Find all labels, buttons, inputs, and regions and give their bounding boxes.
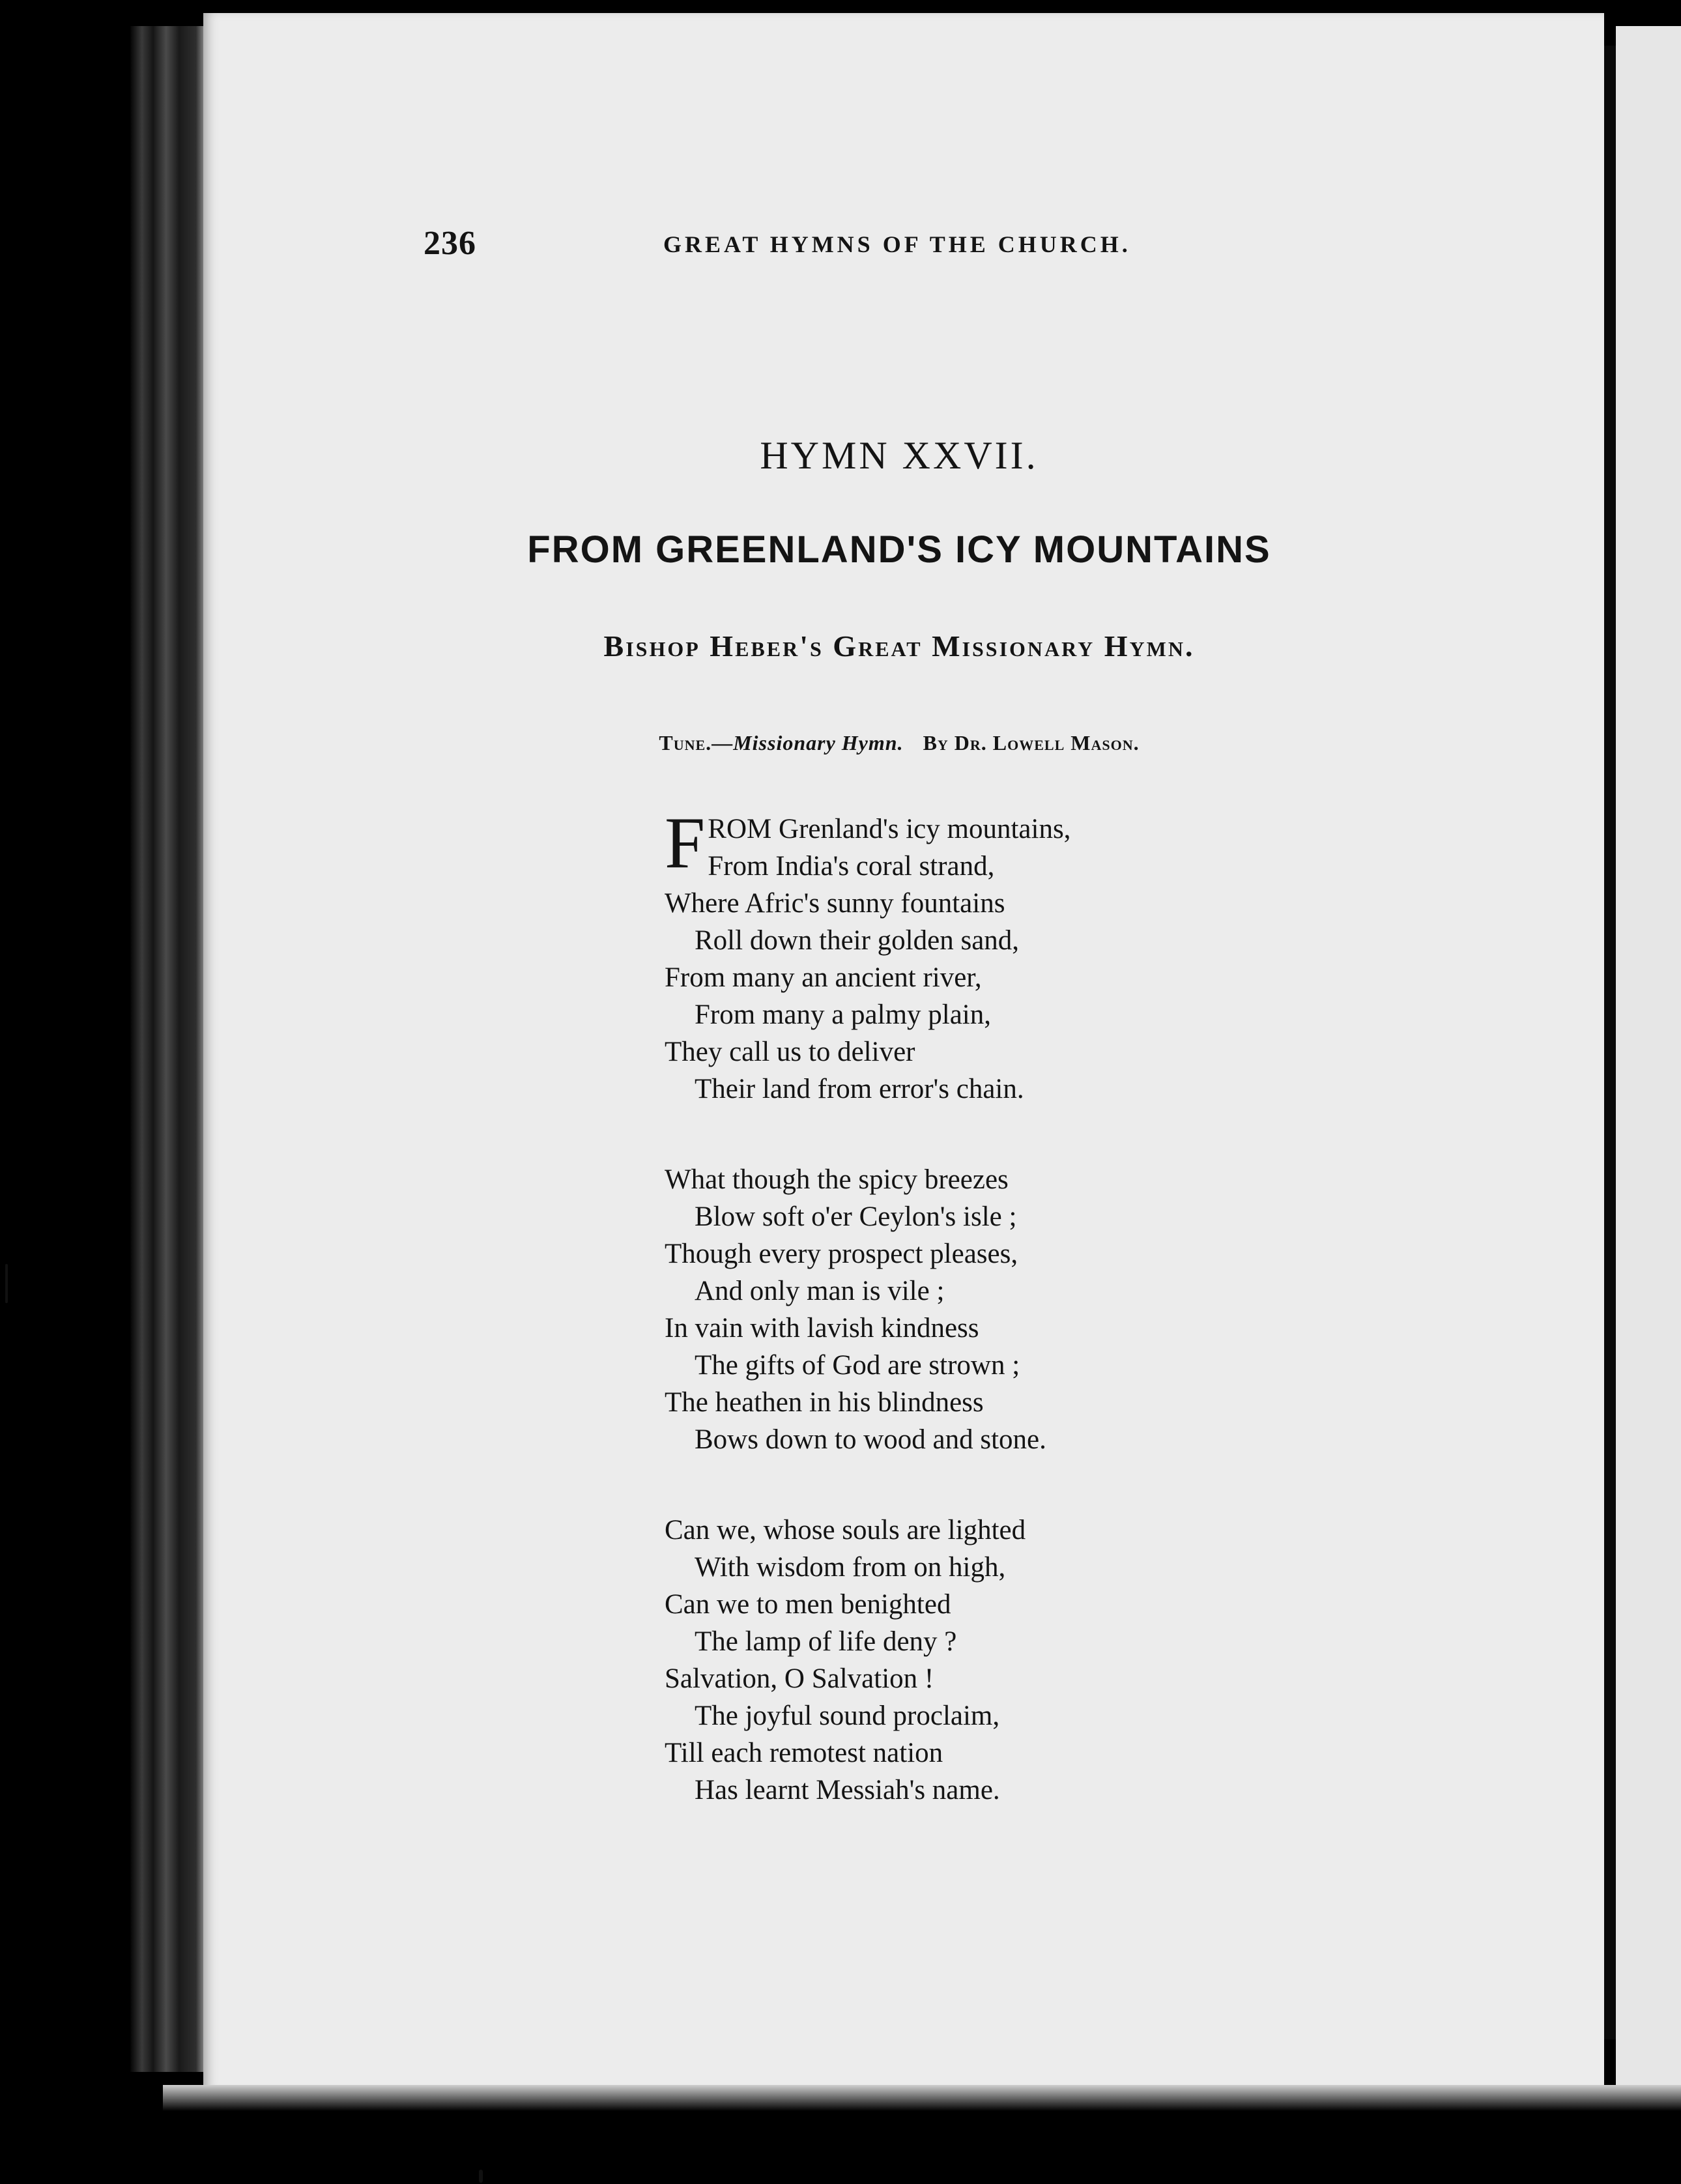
tune-line (0, 731, 1681, 755)
stanza-1 (665, 803, 1251, 1108)
poem-line: Blow soft o'er Ceylon's isle ; (695, 1201, 1017, 1232)
poem-line: Where Afric's sunny fountains (665, 888, 1005, 919)
drop-cap: F (665, 803, 706, 884)
poem-line: Has learnt Messiah's name. (695, 1775, 1000, 1805)
stanza-3 (665, 1512, 1251, 1809)
poem-line: Though every prospect pleases, (665, 1239, 1018, 1269)
first-line-text: ROM Grenland's icy mountains, (708, 814, 1071, 844)
poem-line: From many a palmy plain, (695, 999, 992, 1030)
poem-line: The lamp of life deny ? (695, 1626, 957, 1657)
page-bottom-edge (163, 2085, 1681, 2111)
poem-line: Salvation, O Salvation ! (665, 1663, 934, 1694)
poem-line: Their land from error's chain. (695, 1074, 1024, 1104)
tune-author: By Dr. Lowell Mason. (923, 731, 1140, 754)
scan-artifact (5, 1264, 8, 1303)
poem-line: With wisdom from on high, (695, 1552, 1006, 1583)
poem-line: Roll down their golden sand, (695, 925, 1020, 956)
running-title: GREAT HYMNS OF THE CHURCH. (663, 231, 1131, 257)
facing-page-edge (1616, 26, 1681, 2085)
poem-line: The joyful sound proclaim, (695, 1701, 1000, 1731)
gutter-shadow (1604, 46, 1616, 2039)
tune-label: Tune.— (659, 731, 734, 754)
ink-speck (479, 2170, 483, 2183)
poem-line: The gifts of God are strown ; (695, 1350, 1020, 1381)
hymn-title: FROM GREENLAND'S ICY MOUNTAINS (527, 528, 1271, 571)
poem-line: The heathen in his blindness (665, 1387, 984, 1418)
poem-line: What though the spicy breezes (665, 1164, 1009, 1195)
poem-line: From many an ancient river, (665, 962, 982, 993)
poem-line: Bows down to wood and stone. (695, 1424, 1046, 1455)
poem-line: Can we to men benighted (665, 1589, 951, 1620)
page-number: 236 (424, 225, 476, 262)
poem-line: Can we, whose souls are lighted (665, 1515, 1026, 1545)
poem-line: In vain with lavish kindness (665, 1313, 979, 1343)
hymn-subtitle: Bishop Heber's Great Missionary Hymn. (603, 629, 1195, 663)
hymn-text (665, 803, 1251, 1862)
poem-line: From India's coral strand, (708, 851, 995, 882)
running-header (424, 224, 1160, 263)
book-spine (130, 26, 195, 2072)
hymn-number: HYMN XXVII. (760, 434, 1039, 477)
poem-line: And only man is vile ; (695, 1276, 945, 1306)
poem-line: They call us to deliver (665, 1037, 915, 1067)
poem-line: Till each remotest nation (665, 1738, 943, 1768)
stanza-2 (665, 1161, 1251, 1458)
tune-name: Missionary Hymn. (733, 731, 904, 754)
